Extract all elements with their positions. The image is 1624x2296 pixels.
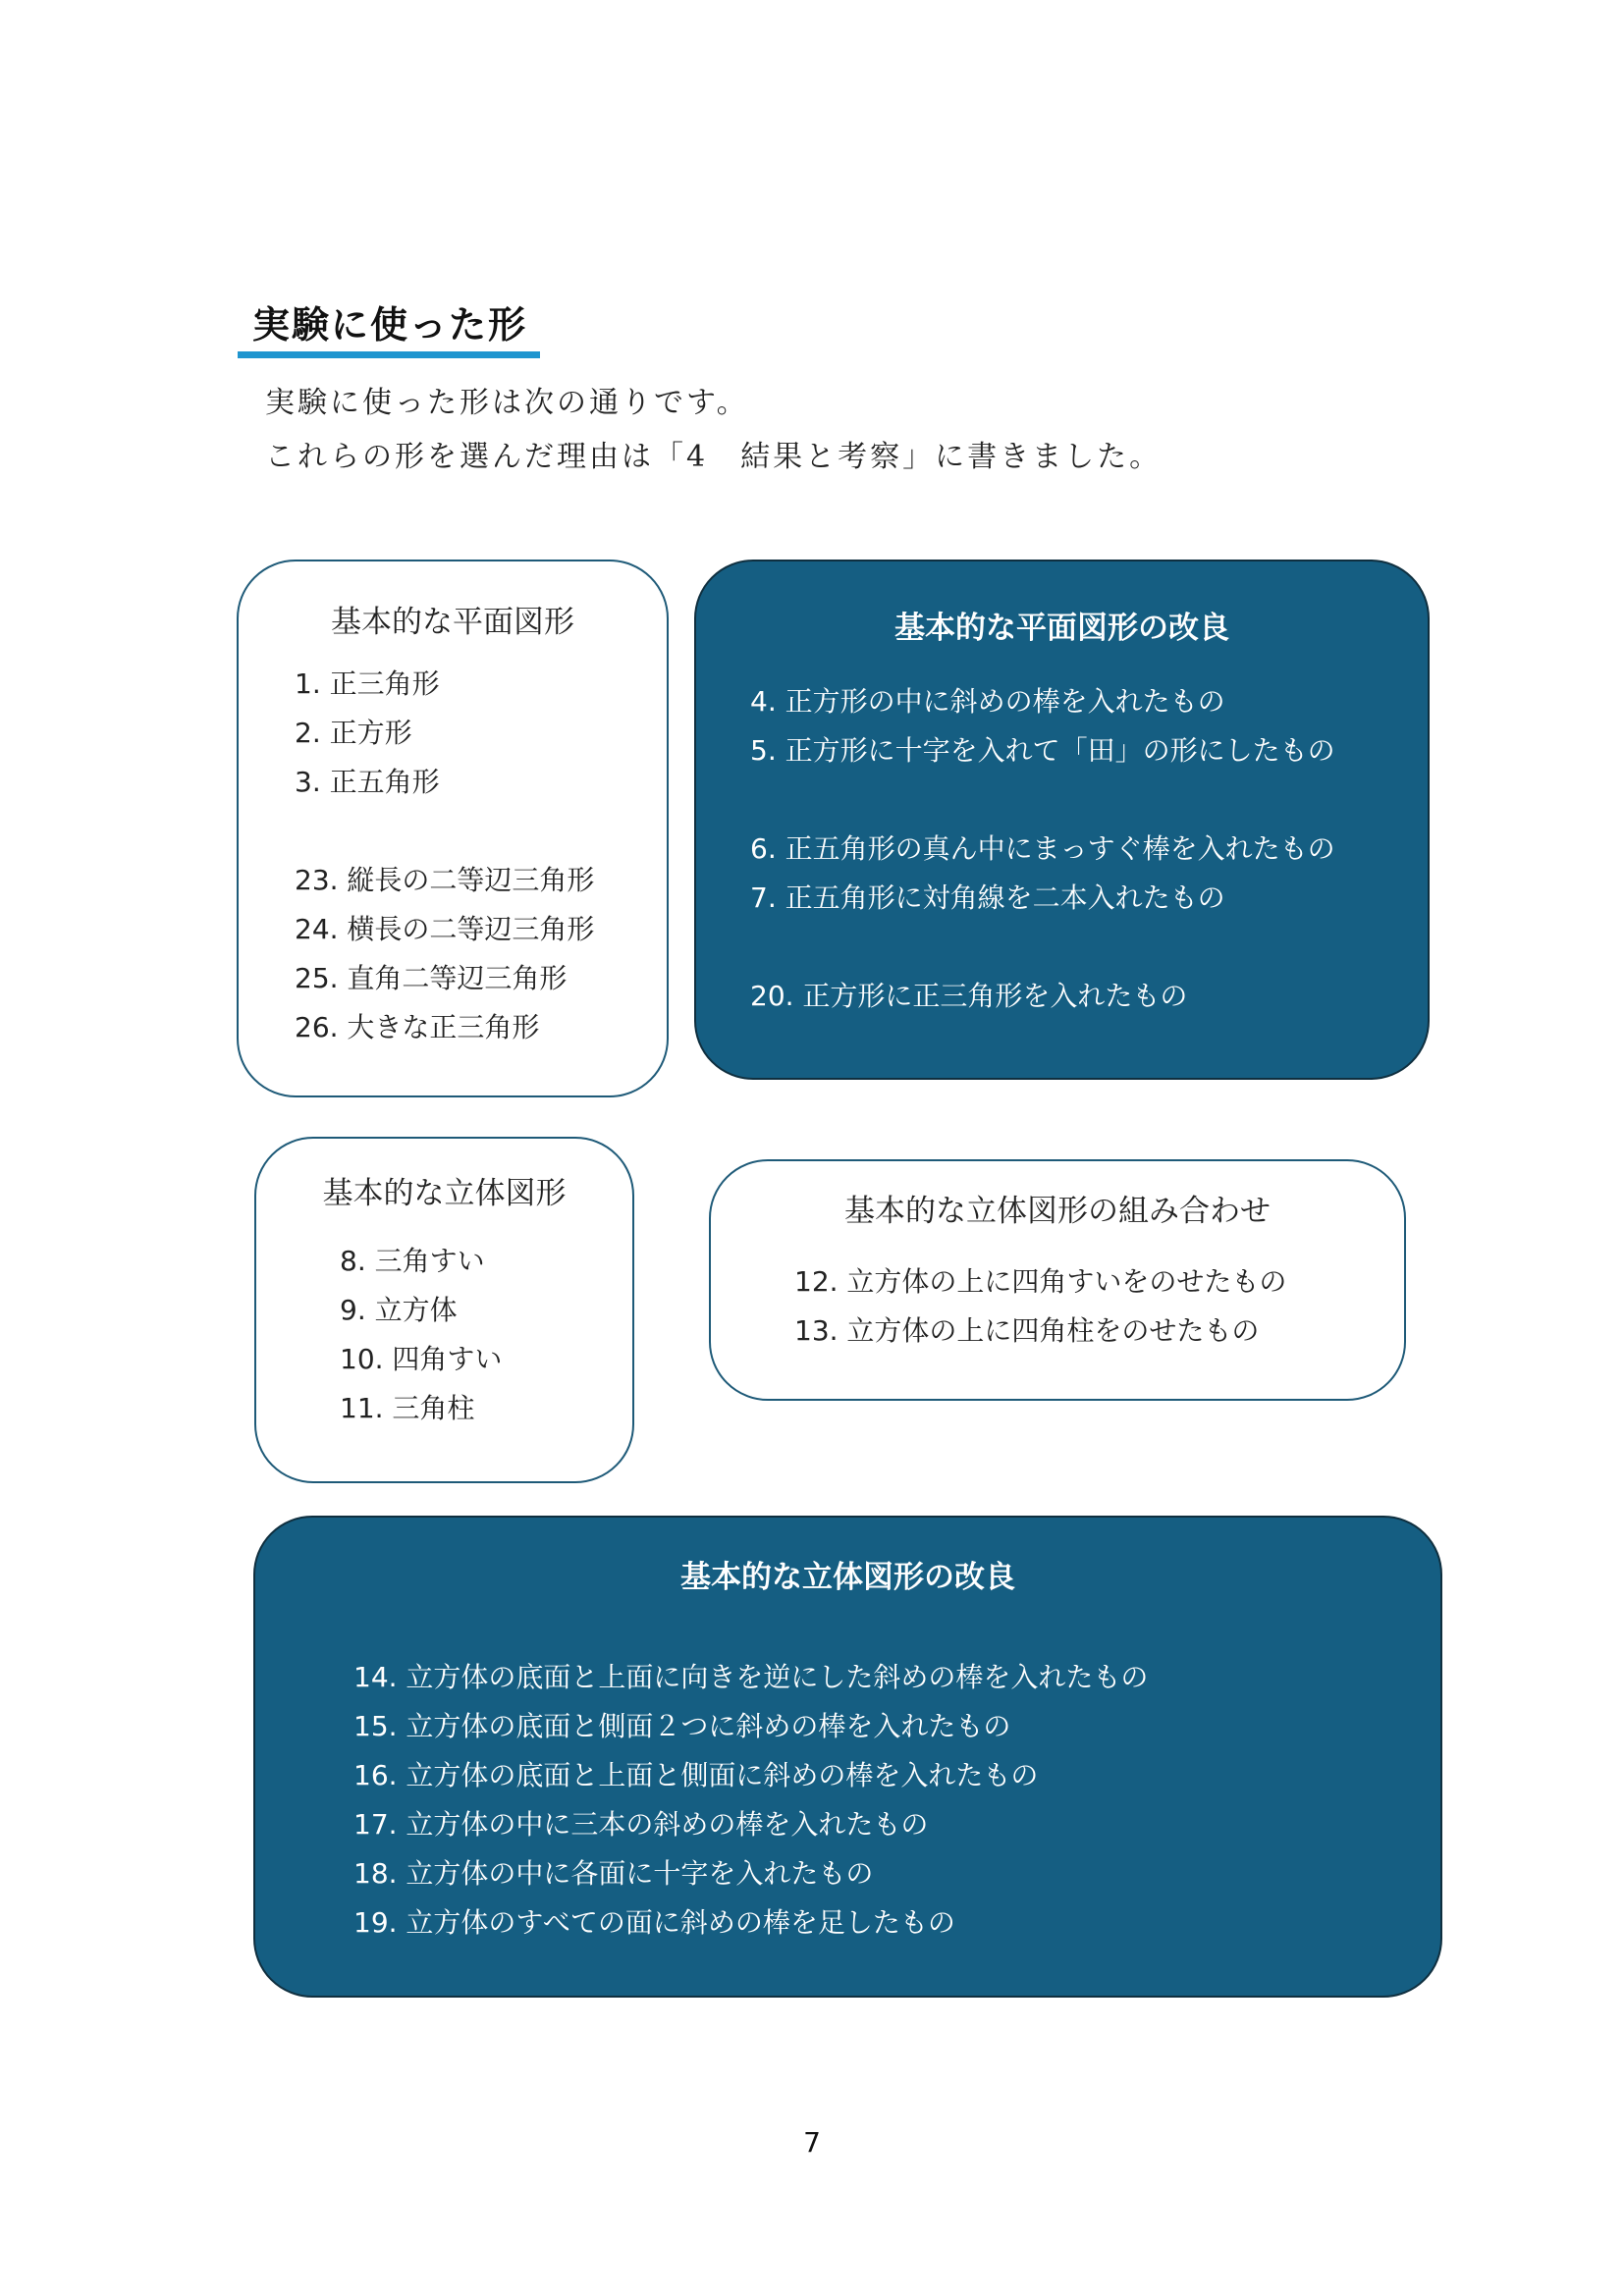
list-item: 3. 正五角形 bbox=[295, 766, 440, 798]
list-item: 23. 縦長の二等辺三角形 bbox=[295, 864, 595, 896]
list-item: 7. 正五角形に対角線を二本入れたもの bbox=[750, 881, 1225, 914]
list-item: 4. 正方形の中に斜めの棒を入れたもの bbox=[750, 685, 1225, 718]
list-item: 1. 正三角形 bbox=[295, 667, 440, 700]
heading-underline bbox=[238, 351, 540, 358]
list-item: 18. 立方体の中に各面に十字を入れたもの bbox=[353, 1857, 874, 1890]
list-item: 24. 横長の二等辺三角形 bbox=[295, 913, 595, 945]
list-item: 5. 正方形に十字を入れて「田」の形にしたもの bbox=[750, 734, 1335, 767]
list-item: 9. 立方体 bbox=[340, 1294, 458, 1326]
item-list bbox=[353, 1653, 1148, 1948]
list-spacer bbox=[295, 807, 594, 856]
intro-line-2: これらの形を選んだ理由は「4 結果と考察」に書きました。 bbox=[265, 440, 1163, 474]
section-heading: 実験に使った形 bbox=[252, 303, 528, 347]
list-spacer bbox=[750, 775, 1335, 825]
list-item: 11. 三角柱 bbox=[340, 1392, 475, 1424]
box-title: 基本的な平面図形の改良 bbox=[894, 611, 1229, 646]
list-item: 12. 立方体の上に四角すいをのせたもの bbox=[794, 1265, 1287, 1298]
box-improved-plane-figures bbox=[694, 560, 1430, 1080]
list-item: 10. 四角すい bbox=[340, 1343, 503, 1375]
list-item: 6. 正五角形の真ん中にまっすぐ棒を入れたもの bbox=[750, 832, 1335, 865]
list-item: 8. 三角すい bbox=[340, 1245, 485, 1277]
box-title: 基本的な立体図形 bbox=[322, 1176, 567, 1211]
list-item: 25. 直角二等辺三角形 bbox=[295, 962, 568, 994]
page-number: 7 bbox=[803, 2126, 821, 2159]
list-item: 2. 正方形 bbox=[295, 717, 412, 749]
item-list bbox=[750, 677, 1335, 1021]
list-item: 20. 正方形に正三角形を入れたもの bbox=[750, 980, 1188, 1012]
item-list bbox=[794, 1257, 1286, 1356]
list-item: 15. 立方体の底面と側面２つに斜めの棒を入れたもの bbox=[353, 1710, 1011, 1742]
box-title: 基本的な立体図形の組み合わせ bbox=[844, 1194, 1271, 1229]
list-item: 14. 立方体の底面と上面に向きを逆にした斜めの棒を入れたもの bbox=[353, 1661, 1149, 1693]
box-improved-solid-figures bbox=[253, 1516, 1442, 1998]
box-title: 基本的な平面図形 bbox=[331, 605, 574, 640]
intro-line-1: 実験に使った形は次の通りです。 bbox=[265, 386, 749, 420]
box-title: 基本的な立体図形の改良 bbox=[680, 1560, 1015, 1595]
list-spacer bbox=[750, 923, 1335, 972]
list-item: 13. 立方体の上に四角柱をのせたもの bbox=[794, 1314, 1260, 1347]
box-basic-plane-figures bbox=[237, 560, 669, 1097]
list-item: 26. 大きな正三角形 bbox=[295, 1011, 540, 1043]
box-solid-combinations bbox=[709, 1159, 1406, 1401]
item-list bbox=[340, 1237, 502, 1433]
list-item: 19. 立方体のすべての面に斜めの棒を足したもの bbox=[353, 1906, 955, 1939]
box-basic-solid-figures bbox=[254, 1137, 634, 1483]
item-list bbox=[295, 660, 594, 1052]
list-item: 16. 立方体の底面と上面と側面に斜めの棒を入れたもの bbox=[353, 1759, 1039, 1791]
list-item: 17. 立方体の中に三本の斜めの棒を入れたもの bbox=[353, 1808, 929, 1841]
